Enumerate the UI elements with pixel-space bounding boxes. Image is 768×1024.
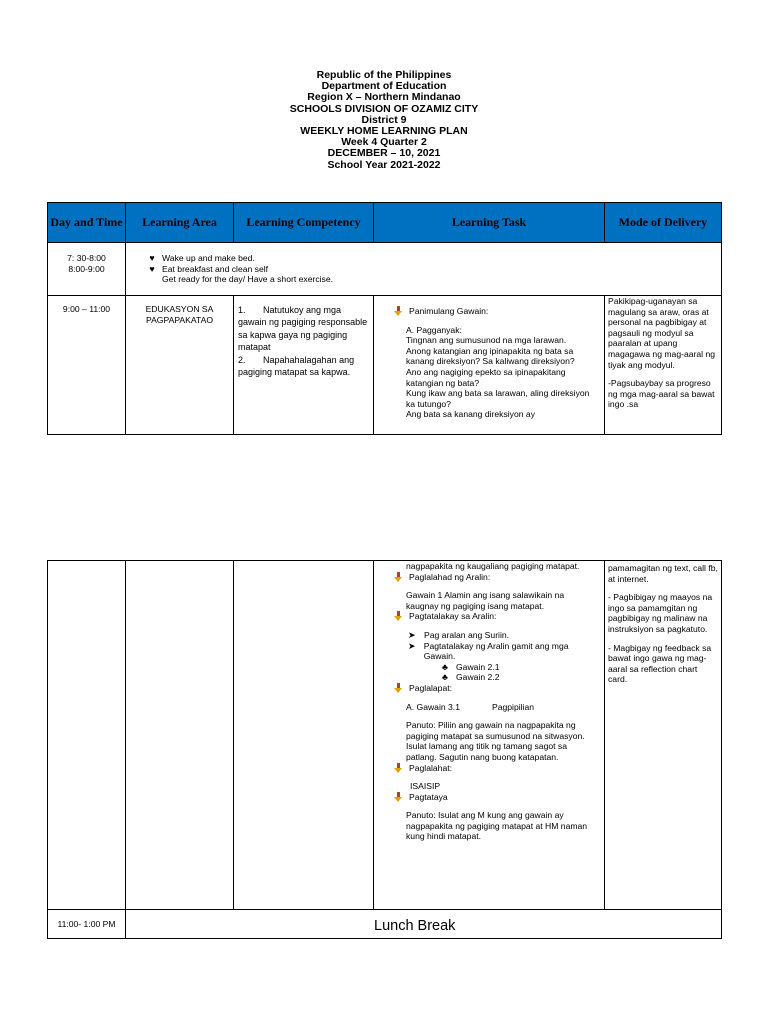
col-header-mode-of-delivery	[605, 203, 722, 243]
routine-cell	[126, 243, 722, 296]
table-header-row	[48, 203, 722, 243]
time-text: 9:00 – 11:00	[62, 304, 111, 314]
task-subheading: A. Pagganyak:	[406, 324, 462, 335]
task-text: Anong katangian ang ipinapakita ng bata sa kanang direksiyon? Sa kaliwang direksiyon?	[406, 345, 575, 367]
learning-area-cell	[126, 561, 234, 910]
task-heading: Paglalapat:	[409, 682, 453, 693]
document-header	[0, 70, 768, 171]
task-heading: Pagtatalakay sa Aralin:	[409, 611, 497, 622]
learning-area-text: EDUKASYON SA	[145, 304, 214, 314]
col-header-label: Mode of Delivery	[618, 215, 708, 229]
task-subitem: Pagtatalakay ng Aralin gamit ang mga Gawain.	[423, 640, 569, 662]
table-row	[48, 296, 722, 435]
time-text: 11:00- 1:00 PM	[57, 919, 116, 929]
col-header-learning-competency	[234, 203, 374, 243]
competency-cell	[234, 561, 374, 910]
heart-bullet-icon: ♥	[149, 263, 155, 274]
routine-item: Eat breakfast and clean self	[162, 263, 269, 274]
task-heading: Paglalahat:	[409, 762, 453, 773]
task-subitem: Gawain 2.1	[456, 661, 500, 672]
col-header-label: Learning Task	[451, 215, 527, 229]
table-row	[48, 243, 722, 296]
lunch-break-table	[47, 909, 722, 939]
arrow-bullet-icon	[394, 306, 403, 316]
header-line: DECEMBER – 10, 2021	[327, 147, 441, 160]
lunch-break-label: Lunch Break	[374, 918, 456, 934]
task-subitem: Pag aralan ang Suriin.	[424, 629, 510, 640]
arrow-bullet-icon	[394, 611, 403, 621]
col-header-label: Learning Area	[142, 215, 217, 229]
task-subitem: Gawain 2.2	[456, 672, 500, 683]
time-cell	[48, 296, 126, 435]
col-header-learning-area	[126, 203, 234, 243]
delivery-text: - Magbigay ng feedback sa bawat ingo gawa ng mag-aaral sa reflection chart card.	[608, 642, 712, 685]
delivery-text: Pakikipag-uganayan sa magulang sa araw, oras at personal na pagbibigay at pagsauli ng modyul sa paaralan at upang magagawa ng mag-aaral ng tiyak ang modyul.	[608, 296, 716, 370]
header-line: WEEKLY HOME LEARNING PLAN	[300, 125, 468, 138]
task-text: Ano ang nagiging epekto sa ipinapakitang katangian ng bata?	[406, 366, 566, 388]
header-line: District 9	[361, 113, 407, 126]
club-bullet-icon: ♣	[442, 672, 448, 683]
learning-area-text: PAGPAPAKATAO	[145, 314, 213, 325]
task-text: Pagpipilian	[491, 701, 535, 712]
delivery-text: - Pagbibigay ng maayos na ingo sa pamamgitan ng pagbibigay ng malinaw na instruksiyon sa pagkatuto.	[608, 592, 713, 634]
task-heading: Panimulang Gawain:	[409, 306, 489, 316]
time-cell	[48, 243, 126, 296]
task-text: Tingnan ang sumusunod na mga larawan.	[406, 335, 567, 346]
learning-plan-table-continued	[47, 560, 722, 910]
time-text: 7: 30-8:00	[67, 253, 106, 263]
learning-plan-table	[47, 202, 722, 435]
task-text: A. Gawain 3.1	[406, 701, 460, 712]
learning-area-cell	[126, 296, 234, 435]
task-text: Kung ikaw ang bata sa larawan, aling direksiyon ka tutungo?	[406, 388, 590, 409]
task-instructions: Panuto: Piliin ang gawain na nagpapakita ng pagiging matapat sa sumusunod na sitwasyon. Isulat lamang ang titik ng tamang sagot sa patlang. Sagutin nang buong katapatan.	[406, 720, 585, 762]
header-line: Week 4 Quarter 2	[341, 136, 427, 149]
header-line: SCHOOLS DIVISION OF OZAMIZ CITY	[289, 102, 479, 115]
arrow-bullet-icon	[394, 683, 403, 693]
task-instructions: Panuto: Isulat ang M kung ang gawain ay nagpapakita ng pagiging matapat at HM naman kung hindi matapat.	[406, 810, 588, 842]
col-header-label: Learning Competency	[246, 215, 361, 229]
learning-task-cell	[374, 296, 605, 435]
header-line: Republic of the Philippines	[316, 69, 452, 81]
task-text: nagpapakita ng kaugaliang pagiging matapat.	[406, 561, 580, 571]
delivery-cell	[605, 561, 722, 910]
arrow-bullet-icon	[394, 792, 403, 802]
competency-item: 2. Napahahalagahan ang pagiging matapat sa kapwa.	[238, 354, 355, 378]
routine-item: Get ready for the day/ Have a short exercise.	[162, 274, 334, 285]
header-line: Department of Education	[321, 80, 447, 93]
task-heading: Paglalahad ng Aralin:	[409, 571, 491, 582]
col-header-label: Day and Time	[50, 215, 123, 229]
arrow-bullet-icon	[394, 763, 403, 773]
routine-item: Wake up and make bed.	[162, 253, 255, 263]
chevron-right-icon: ➤	[408, 629, 416, 640]
lunch-cell	[126, 910, 722, 939]
time-text: 8:00-9:00	[68, 263, 105, 274]
time-cell	[48, 561, 126, 910]
delivery-cell	[605, 296, 722, 435]
col-header-day-time	[48, 203, 126, 243]
col-header-learning-task	[374, 203, 605, 243]
task-text: ISAISIP	[410, 781, 441, 792]
task-heading: Pagtataya	[409, 791, 448, 802]
table-row	[48, 910, 722, 939]
competency-item: 1. Natutukoy ang mga gawain ng pagiging responsable sa kapwa gaya ng pagiging matapat	[238, 305, 368, 353]
header-line: Region X – Northern Mindanao	[307, 91, 461, 104]
table-row	[48, 561, 722, 910]
club-bullet-icon: ♣	[442, 661, 448, 672]
arrow-bullet-icon	[394, 572, 403, 582]
chevron-right-icon: ➤	[408, 640, 416, 651]
delivery-text: pamamagitan ng text, call fb, at internet.	[608, 563, 718, 584]
header-line: School Year 2021-2022	[327, 158, 441, 171]
delivery-text: -Pagsubaybay sa progreso ng mga mag-aaral sa bawat ingo .sa	[608, 378, 715, 410]
competency-cell	[234, 296, 374, 435]
heart-bullet-icon: ♥	[149, 253, 155, 263]
task-text: Gawain 1 Alamin ang isang salawikain na kaugnay ng pagiging isang matapat.	[406, 590, 565, 611]
time-cell	[48, 910, 126, 939]
learning-task-cell	[374, 561, 605, 910]
task-text: Ang bata sa kanang direksiyon ay	[406, 409, 535, 420]
